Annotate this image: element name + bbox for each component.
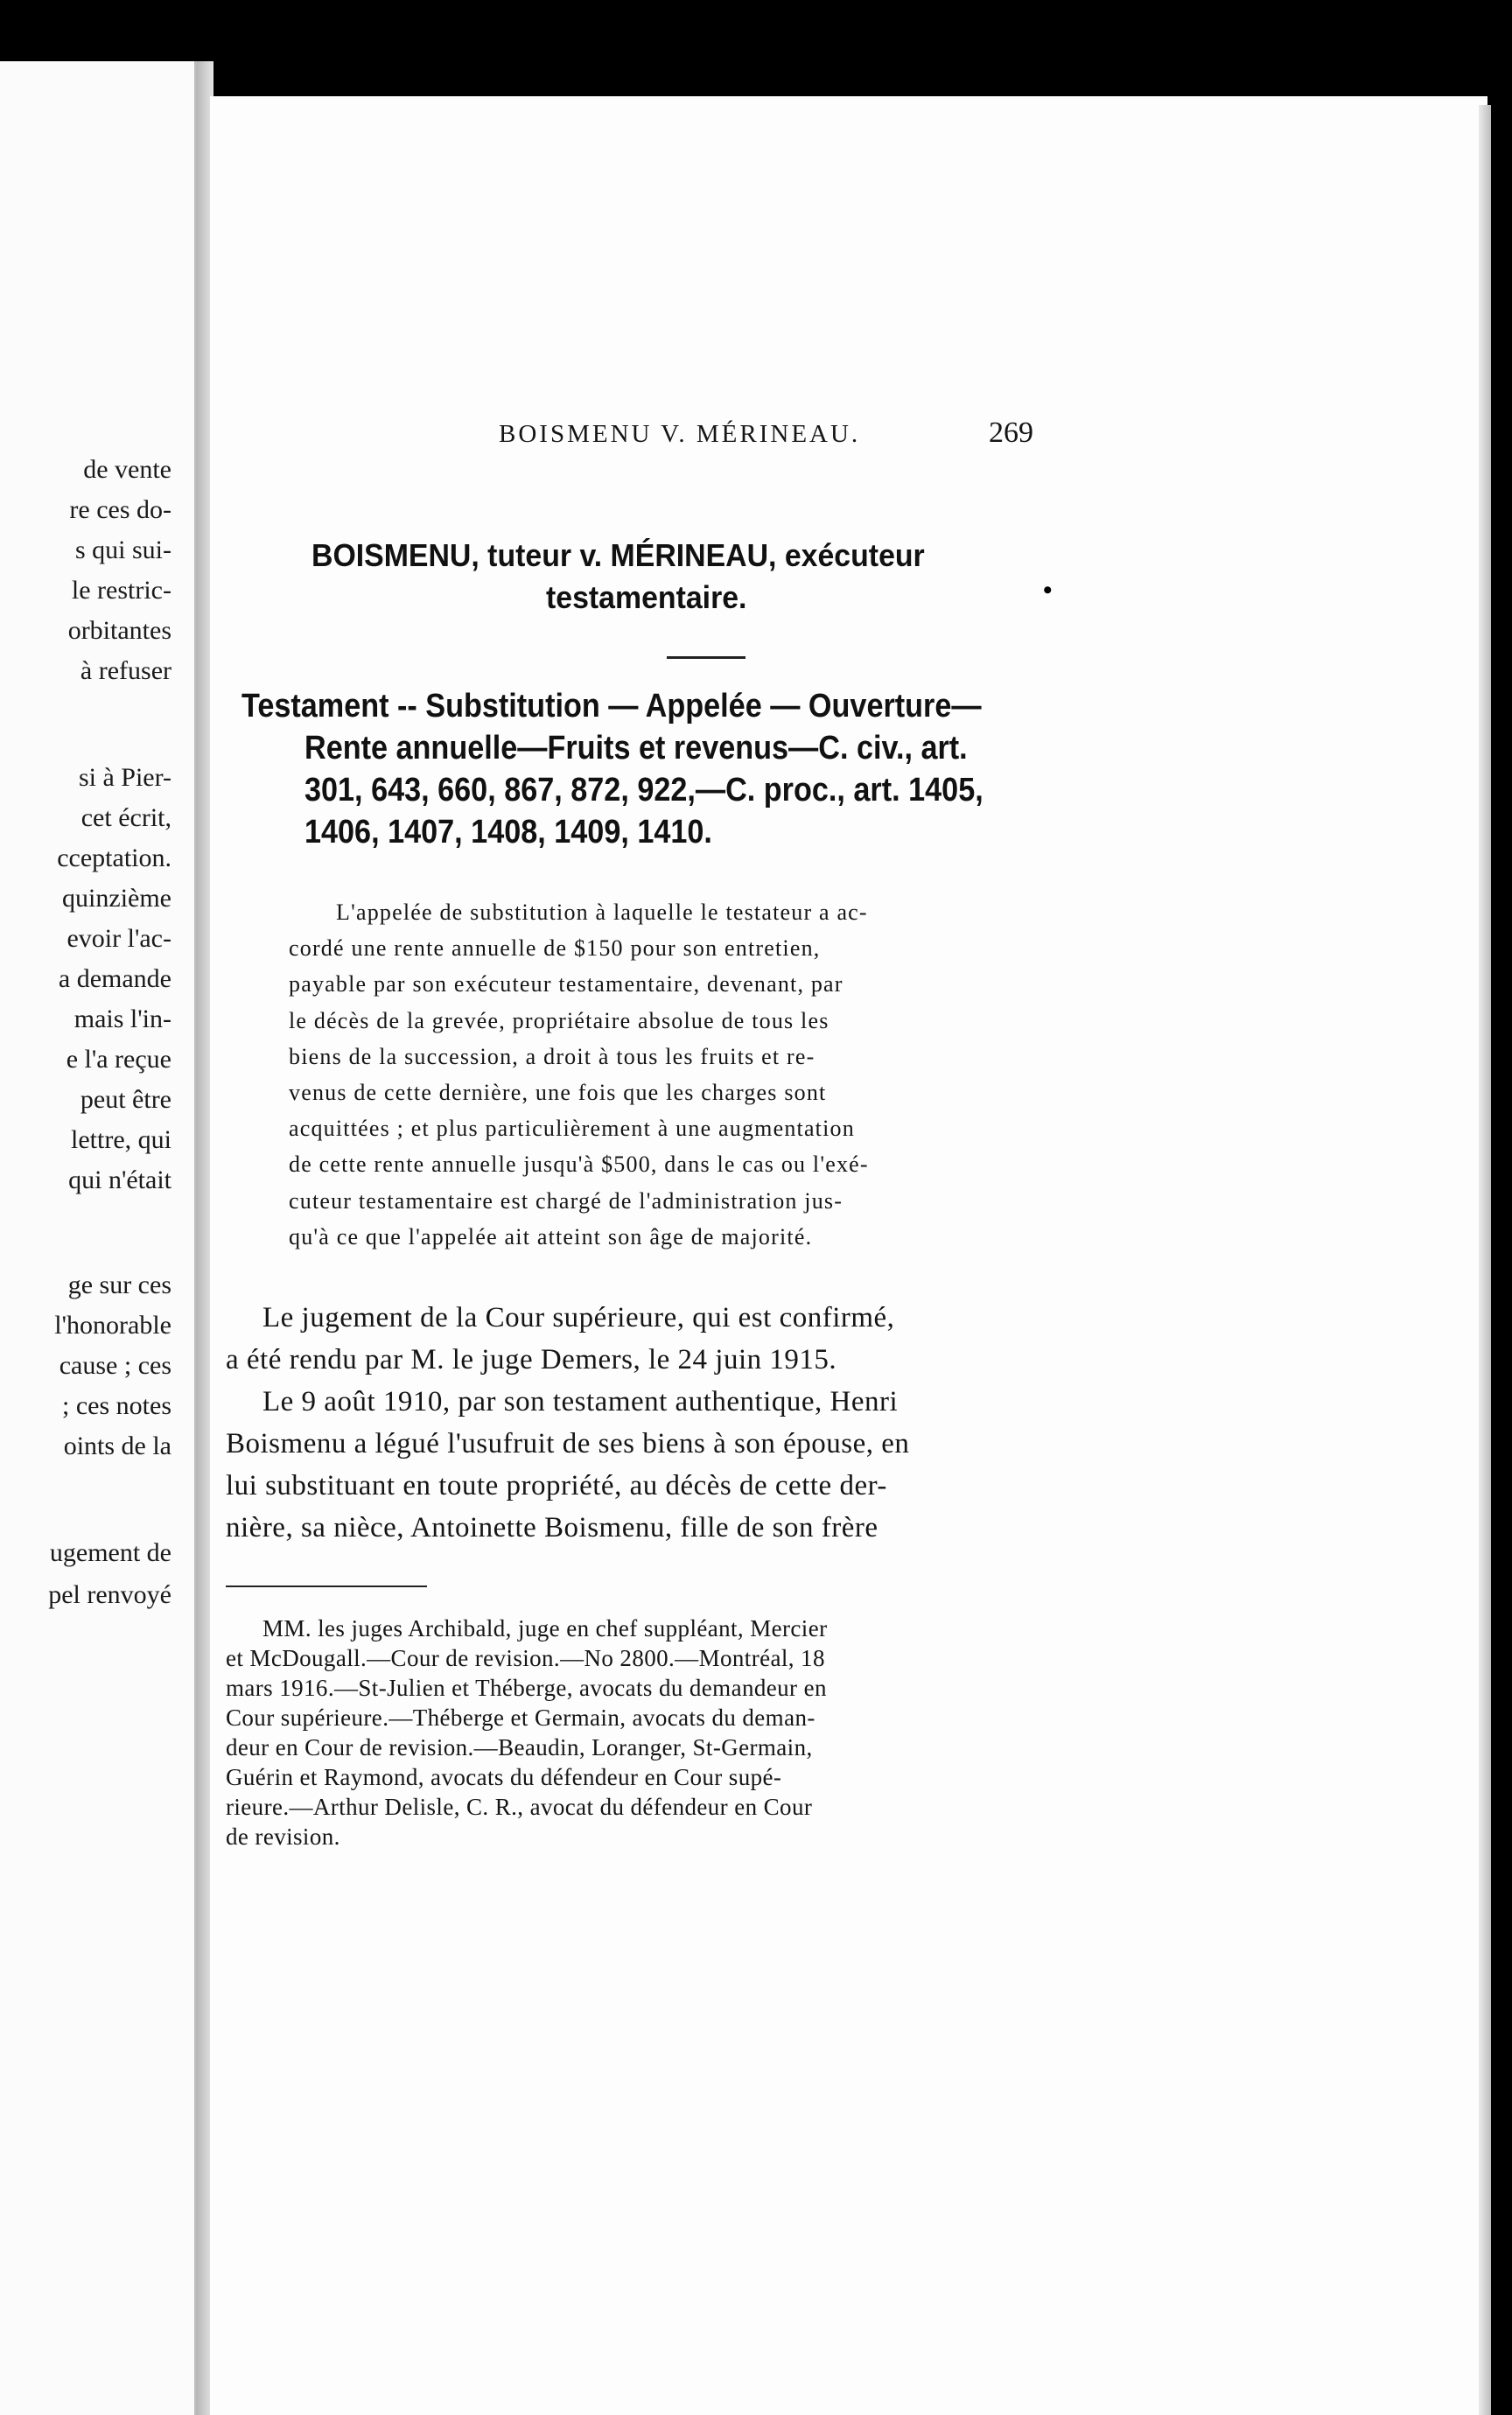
- footnote-line: et McDougall.—Cour de revision.—No 2800.—Montréal, 18: [226, 1645, 825, 1671]
- left-page-text-fragment: oints de la: [63, 1432, 172, 1460]
- left-page-text-fragment: ; ces notes: [62, 1391, 172, 1420]
- footnote-line: Cour supérieure.—Théberge et Germain, avocats du deman-: [226, 1704, 816, 1731]
- footnote-divider: [226, 1586, 427, 1587]
- body-line: lui substituant en toute propriété, au décès de cette der-: [226, 1470, 887, 1502]
- left-page-text-fragment: le restric-: [71, 576, 172, 605]
- left-page-text-fragment: pel renvoyé: [48, 1580, 172, 1609]
- left-page-text-fragment: e l'a reçue: [66, 1045, 172, 1074]
- headnote-line: payable par son exécuteur testamentaire, devenant, par: [289, 971, 844, 998]
- left-page-text-fragment: si à Pier-: [78, 763, 172, 792]
- headnote-line: cuteur testamentaire est chargé de l'administration jus-: [289, 1187, 844, 1214]
- left-page-text-fragment: a demande: [58, 964, 172, 993]
- left-page-text-fragment: quinzième: [62, 884, 172, 913]
- body-line: nière, sa nièce, Antoinette Boismenu, fille de son frère: [226, 1512, 878, 1544]
- keyword-line: Testament -- Substitution — Appelée — Ouverture—: [242, 688, 982, 724]
- keyword-line: Rente annuelle—Fruits et revenus—C. civ., art.: [304, 730, 968, 766]
- page-number: 269: [989, 416, 1033, 449]
- page-edge: [1479, 105, 1491, 2415]
- keyword-line: 1406, 1407, 1408, 1409, 1410.: [304, 814, 712, 850]
- keyword-line: 301, 643, 660, 867, 872, 922,—C. proc., art. 1405,: [304, 772, 984, 808]
- left-page-text-fragment: peut être: [80, 1085, 172, 1114]
- footnote-line: Guérin et Raymond, avocats du défendeur en Cour supé-: [226, 1764, 782, 1790]
- left-page-text-fragment: de vente: [83, 455, 172, 484]
- left-page-text-fragment: qui n'était: [68, 1166, 172, 1194]
- left-page-text-fragment: evoir l'ac-: [66, 924, 172, 953]
- headnote-line: de cette rente annuelle jusqu'à $500, dans le cas ou l'exé-: [289, 1152, 869, 1178]
- left-page-text-fragment: mais l'in-: [74, 1004, 172, 1033]
- body-line: Le jugement de la Cour supérieure, qui est confirmé,: [262, 1302, 895, 1334]
- footnote-line: rieure.—Arthur Delisle, C. R., avocat du défendeur en Cour: [226, 1794, 813, 1820]
- left-page-text-fragment: re ces do-: [69, 495, 172, 524]
- left-page-text-fragment: orbitantes: [67, 616, 172, 645]
- left-page-text-fragment: ge sur ces: [67, 1270, 172, 1299]
- body-line: Le 9 août 1910, par son testament authentique, Henri: [262, 1386, 899, 1418]
- left-page-text-fragment: cause ; ces: [59, 1351, 172, 1380]
- headnote-line: venus de cette dernière, une fois que les charges sont: [289, 1080, 827, 1105]
- case-title-continued: testamentaire.: [546, 579, 747, 615]
- left-page-text-fragment: cet écrit,: [80, 803, 172, 832]
- headnote-line: qu'à ce que l'appelée ait atteint son âge de majorité.: [289, 1223, 813, 1250]
- footnote-line: de revision.: [226, 1824, 340, 1850]
- left-page-text-fragment: cceptation.: [57, 844, 172, 872]
- headnote-line: le décès de la grevée, propriétaire absolue de tous les: [289, 1007, 830, 1033]
- running-title: BOISMENU V. MÉRINEAU.: [499, 420, 861, 448]
- footnote-line: mars 1916.—St-Julien et Théberge, avocats du demandeur en: [226, 1675, 827, 1701]
- title-divider: [667, 656, 746, 659]
- left-page-text-fragment: à refuser: [80, 656, 172, 685]
- headnote-line: acquittées ; et plus particulièrement à une augmentation: [289, 1116, 855, 1142]
- left-page-text-fragment: lettre, qui: [71, 1125, 172, 1154]
- body-line: Boismenu a légué l'usufruit de ses biens à son épouse, en: [226, 1428, 910, 1460]
- footnote-line: deur en Cour de revision.—Beaudin, Loranger, St-Germain,: [226, 1734, 813, 1760]
- headnote-line: L'appelée de substitution à laquelle le testateur a ac-: [336, 900, 868, 925]
- left-page-fragment: [0, 61, 194, 2415]
- left-page-text-fragment: l'honorable: [54, 1311, 172, 1340]
- case-title: BOISMENU, tuteur v. MÉRINEAU, exécuteur: [312, 537, 925, 573]
- footnote-line: MM. les juges Archibald, juge en chef suppléant, Mercier: [262, 1615, 828, 1642]
- body-line: a été rendu par M. le juge Demers, le 24 juin 1915.: [226, 1344, 837, 1376]
- headnote-line: biens de la succession, a droit à tous les fruits et re-: [289, 1043, 816, 1069]
- margin-mark: •: [1043, 576, 1053, 605]
- left-page-text-fragment: ugement de: [49, 1538, 172, 1567]
- headnote-line: cordé une rente annuelle de $150 pour son entretien,: [289, 935, 821, 962]
- left-page-text-fragment: s qui sui-: [74, 536, 172, 564]
